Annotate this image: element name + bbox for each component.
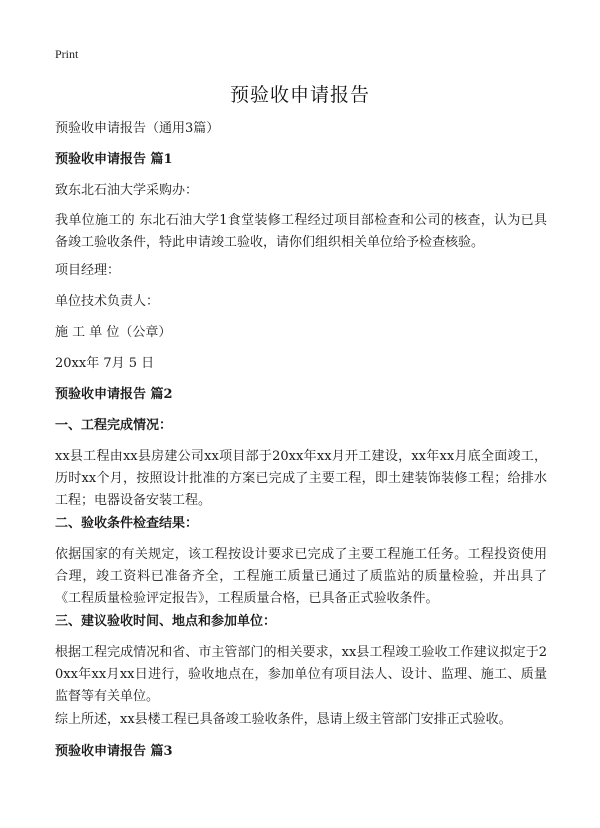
- part1-project-manager: 项目经理：: [55, 263, 121, 278]
- part1-body: 我单位施工的 东北石油大学1食堂装修工程经过项目部检查和公司的核查，认为已具备竣工验收条件，特此申请竣工验收，请你们组织相关单位给予检查核验。: [55, 213, 547, 250]
- part2-conclusion: 综上所述，xx县楼工程已具备竣工验收条件，恳请上级主管部门安排正式验收。: [55, 712, 512, 727]
- part2-section3-title: 三、建议验收时间、地点和参加单位：: [55, 614, 277, 629]
- part1-construction-unit: 施 工 单 位（公章）: [55, 325, 172, 340]
- part2-section2-title: 二、验收条件检查结果：: [55, 516, 199, 531]
- part2-section2-body: 依据国家的有关规定，该工程按设计要求已完成了主要工程施工任务。工程投资使用合理，竣工资料已准备齐全，工程施工质量已通过了质监站的质量检验，并出具了《工程质量检验评定报告》，工程质量合格，已具备正式验收条件。: [55, 547, 547, 606]
- print-label[interactable]: Print: [55, 47, 79, 61]
- part2-section1-title: 一、工程完成情况：: [55, 418, 173, 433]
- document-title: 预验收申请报告: [229, 84, 370, 106]
- part1-tech-lead: 单位技术负责人：: [55, 294, 160, 309]
- document-subtitle: 预验收申请报告（通用3篇）: [55, 121, 220, 136]
- part2-section3-body: 根据工程完成情况和省、市主管部门的相关要求，xx县工程竣工验收工作建议拟定于20xx年xx月xx日进行，验收地点在，参加单位有项目法人、设计、监理、施工、质量监督等有关单位。: [55, 645, 547, 704]
- part3-heading: 预验收申请报告 篇3: [55, 744, 173, 759]
- part2-heading: 预验收申请报告 篇2: [55, 387, 173, 402]
- part1-date: 20xx年 7月 5 日: [55, 356, 155, 371]
- part1-heading: 预验收申请报告 篇1: [55, 152, 173, 167]
- part2-section1-body: xx县工程由xx县房建公司xx项目部于20xx年xx月开工建设，xx年xx月底全面竣工，历时xx个月，按照设计批准的方案已完成了主要工程，即土建装饰装修工程；给排水工程；电器设备安装工程。: [55, 449, 547, 508]
- part1-salutation: 致东北石油大学采购办：: [55, 183, 199, 198]
